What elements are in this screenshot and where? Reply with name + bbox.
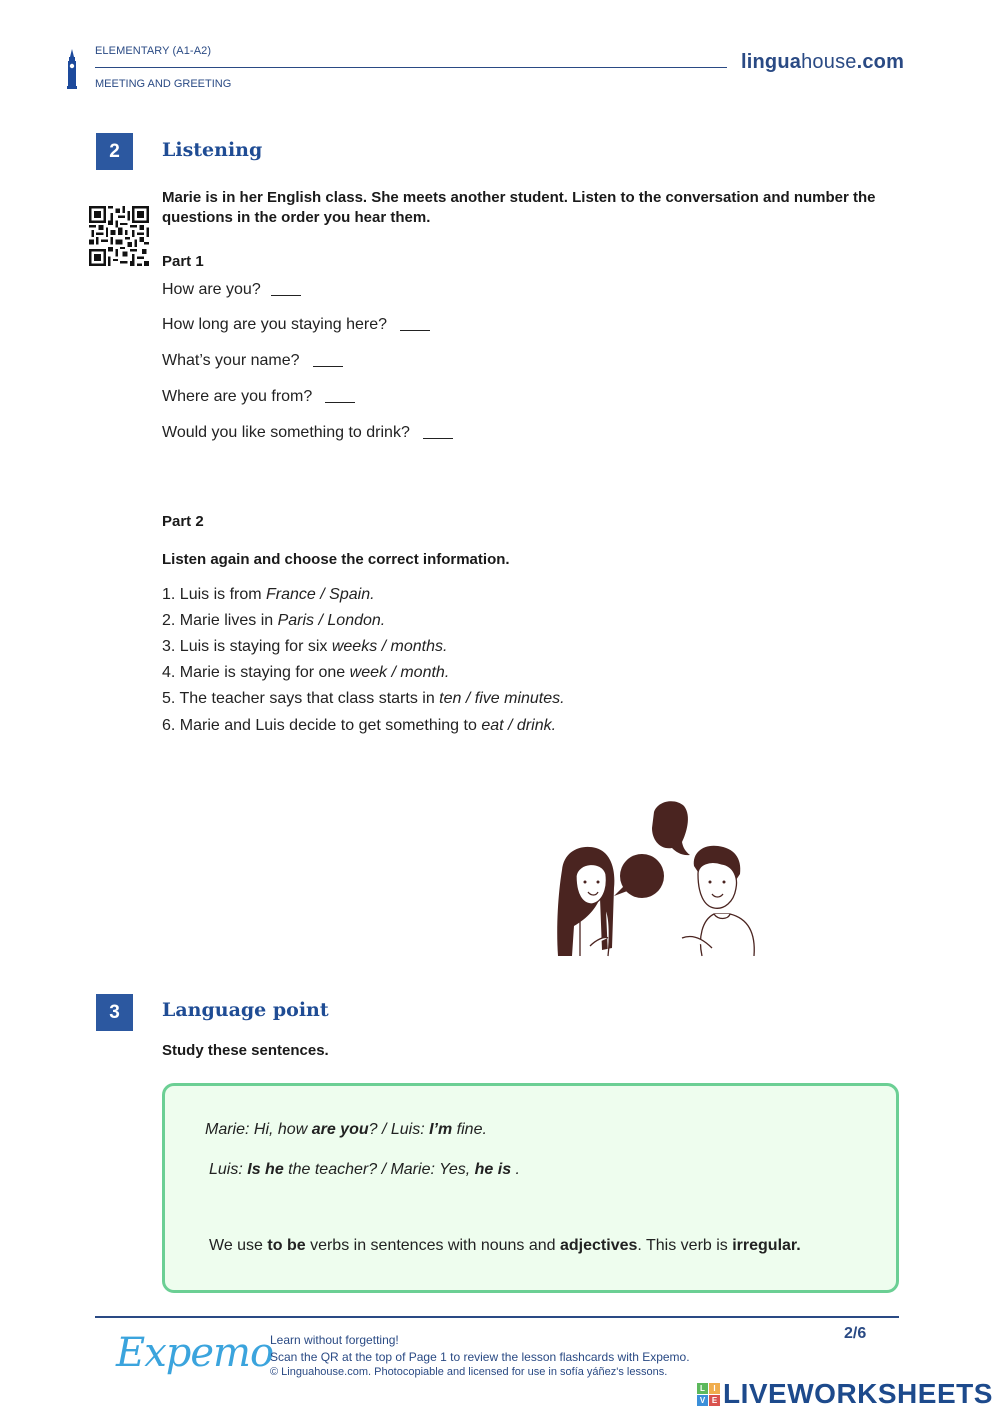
tile: L [697,1383,708,1394]
choice-item [162,664,449,682]
part2-label: Part 2 [162,513,204,530]
liveworksheets-logo[interactable] [697,1378,993,1410]
two-people-talking-illustration [552,798,762,958]
question-text: Would you like something to drink? [162,424,410,441]
bold-fragment: to be [267,1237,306,1254]
question-row [162,424,453,442]
liveworksheets-wordmark: LIVEWORKSHEETS [723,1378,993,1409]
brand-tld: .com [856,51,905,73]
section-title-listening: Listening [162,139,263,161]
footer-divider [95,1316,899,1318]
question-row [162,352,343,370]
grammar-rule [209,1237,801,1255]
option-a[interactable]: weeks [331,638,378,655]
brand-logo[interactable] [741,51,904,74]
bold-fragment: Is he [247,1161,284,1178]
option-a[interactable]: ten [439,690,462,707]
choice-prefix: 3. Luis is staying for six [162,638,332,655]
question-text: How long are you staying here? [162,316,388,333]
answer-blank[interactable] [400,330,430,331]
option-a[interactable]: eat [481,717,504,734]
choice-suffix: . [551,717,557,734]
study-instruction: Study these sentences. [162,1042,329,1059]
bold-fragment: are you [311,1121,369,1138]
question-text: Where are you from? [162,388,313,405]
option-a[interactable]: week [349,664,387,681]
text-fragment: . [511,1161,520,1178]
choice-suffix: . [560,690,565,707]
choice-prefix: 4. Marie is staying for one [162,664,350,681]
part1-label: Part 1 [162,253,204,270]
text-fragment: verbs in sentences with nouns and [305,1237,560,1254]
header-divider [95,67,727,68]
footer-tagline: Learn without forgetting! [270,1333,399,1347]
tile: I [709,1383,720,1394]
text-fragment: Marie: Hi, how [205,1121,312,1138]
text-fragment: ? / Luis: [368,1121,430,1138]
bold-fragment: irregular. [732,1237,801,1254]
level-label: ELEMENTARY (A1-A2) [95,45,212,57]
option-b[interactable]: drink [516,717,552,734]
bold-fragment: adjectives [560,1237,638,1254]
question-row [162,388,355,406]
question-row [162,316,430,334]
question-text: How are you? [162,281,261,298]
text-fragment: the teacher? / Marie: Yes, [283,1161,475,1178]
choice-prefix: 6. Marie and Luis decide to get something to [162,717,482,734]
text-fragment: fine. [452,1121,487,1138]
tile: V [697,1395,708,1406]
option-b[interactable]: month [400,664,445,681]
page-number: 2/6 [844,1325,867,1342]
question-text: What’s your name? [162,352,300,369]
answer-blank[interactable] [313,366,343,367]
answer-blank[interactable] [271,295,301,296]
choice-item [162,612,385,630]
choice-item [162,586,375,604]
text-fragment: We use [209,1237,268,1254]
choice-item [162,690,565,708]
section-number-3: 3 [96,994,133,1031]
choice-prefix: 5. The teacher says that class starts in [162,690,440,707]
liveworksheets-tiles-icon [697,1383,720,1406]
tile: E [709,1395,720,1406]
section-number-2: 2 [96,133,133,170]
choice-suffix: . [370,586,375,603]
option-separator: / [314,612,328,629]
question-row [162,281,301,299]
text-fragment: . This verb is [637,1237,733,1254]
example-sentence-1 [205,1121,487,1139]
option-b[interactable]: Spain [329,586,371,603]
listening-instruction: Marie is in her English class. She meets another student. Listen to the conversation and number the questions in the order you hear them. [162,189,876,226]
footer-copyright: © Linguahouse.com. Photocopiable and licensed for use in sofía yáñez's lessons. [270,1366,668,1378]
qr-code-icon[interactable] [89,206,149,266]
expemo-logo[interactable]: Expemo [116,1330,274,1376]
choice-prefix: 1. Luis is from [162,586,267,603]
part2-instruction: Listen again and choose the correct information. [162,551,510,568]
bold-fragment: he is [474,1161,512,1178]
choice-suffix: . [443,638,448,655]
option-a[interactable]: Paris [277,612,315,629]
example-sentence-2 [209,1161,520,1179]
language-point-box [162,1083,899,1293]
option-b[interactable]: months [390,638,444,655]
section-title-language-point: Language point [162,999,329,1021]
option-separator: / [387,664,401,681]
answer-blank[interactable] [423,438,453,439]
big-ben-tower-icon [66,49,78,89]
choice-item [162,717,556,735]
text-fragment: Luis: [209,1161,248,1178]
choice-prefix: 2. Marie lives in [162,612,278,629]
choice-suffix: . [444,664,450,681]
choice-suffix: . [380,612,386,629]
brand-bold: lingua [741,51,802,73]
option-b[interactable]: five minutes [474,690,561,707]
option-b[interactable]: London [327,612,381,629]
option-separator: / [503,717,517,734]
option-separator: / [461,690,475,707]
answer-blank[interactable] [325,402,355,403]
footer-scan-note: Scan the QR at the top of Page 1 to review the lesson flashcards with Expemo. [270,1350,690,1364]
choice-item [162,638,447,656]
option-separator: / [377,638,391,655]
option-a[interactable]: France [266,586,316,603]
topic-label: MEETING AND GREETING [95,78,232,90]
bold-fragment: I’m [429,1121,453,1138]
brand-light: house [801,51,857,73]
option-separator: / [315,586,330,603]
